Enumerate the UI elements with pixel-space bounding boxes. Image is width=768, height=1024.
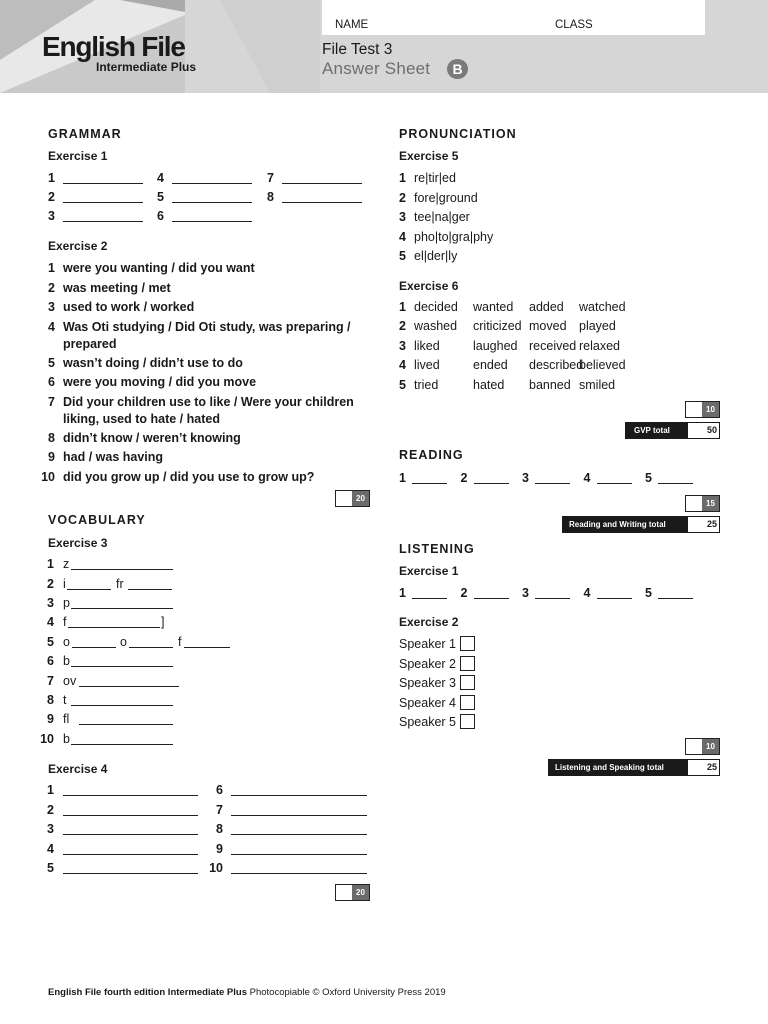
answer-number: 5 — [399, 249, 406, 263]
answer-number: 7 — [48, 394, 55, 409]
answer-number: 7 — [216, 803, 223, 817]
answer-blank[interactable] — [63, 854, 198, 855]
answer-blank[interactable] — [231, 795, 367, 796]
answer-blank[interactable] — [535, 483, 570, 484]
name-class-bar — [322, 0, 705, 35]
word-option[interactable]: decided — [414, 300, 458, 314]
answer-number: 4 — [48, 319, 55, 334]
answer-blank[interactable] — [172, 221, 252, 222]
answer-number: 4 — [583, 471, 591, 485]
answer-blank[interactable] — [129, 647, 173, 648]
word-option[interactable]: banned — [529, 377, 571, 392]
answer-blank[interactable] — [231, 834, 367, 835]
word-hint: b — [63, 654, 70, 668]
word-hint: f — [178, 635, 182, 649]
answer-number: 1 — [399, 586, 406, 600]
word-hint: ] — [161, 615, 165, 629]
answer-number: 4 — [157, 171, 164, 185]
word-option[interactable]: washed — [414, 319, 458, 334]
answer-number: 1 — [47, 557, 54, 571]
word-option[interactable]: watched — [579, 300, 626, 314]
answer-number: 4 — [399, 358, 406, 373]
answer-number: 4 — [47, 842, 54, 856]
word-option[interactable]: laughed — [473, 338, 518, 353]
word-option[interactable]: played — [579, 319, 616, 334]
answer-blank[interactable] — [658, 483, 693, 484]
answer-number: 5 — [47, 635, 54, 649]
score-max: 20 — [352, 885, 369, 900]
footer-copyright: Photocopiable © Oxford University Press 2019 — [249, 987, 446, 998]
total-label: GVP total — [634, 426, 670, 435]
listening-exercise1-heading: Exercise 1 — [399, 564, 459, 578]
word-option[interactable]: described — [529, 358, 584, 373]
word-option[interactable]: lived — [414, 358, 440, 373]
listening-score-box[interactable] — [685, 738, 720, 755]
answer-number: 1 — [399, 300, 406, 314]
word-option[interactable]: hated — [473, 377, 505, 392]
answer-text: Was Oti studying / Did Oti study, was preparing / — [63, 319, 351, 334]
answer-blank[interactable] — [172, 202, 252, 203]
exercise3-heading: Exercise 3 — [48, 536, 108, 550]
answer-number: 10 — [209, 861, 223, 875]
answer-number: 1 — [399, 471, 406, 485]
speaker-answer-box[interactable] — [460, 695, 475, 710]
answer-number: 3 — [48, 209, 55, 223]
answer-number: 7 — [267, 171, 274, 185]
answer-number: 1 — [399, 171, 406, 185]
answer-blank[interactable] — [71, 608, 173, 609]
total-value[interactable]: 25 — [687, 759, 720, 776]
page-header — [0, 0, 768, 93]
speaker-answer-box[interactable] — [460, 656, 475, 671]
answer-number: 10 — [41, 469, 55, 484]
listening-exercise2-heading: Exercise 2 — [399, 615, 459, 629]
answer-blank[interactable] — [72, 647, 116, 648]
answer-number: 2 — [399, 319, 406, 334]
exercise1-heading: Exercise 1 — [48, 149, 108, 163]
logo-title: English File — [42, 31, 185, 62]
word-option[interactable]: criticized — [473, 319, 522, 334]
answer-blank[interactable] — [412, 483, 447, 484]
word-hint: z — [63, 557, 70, 571]
answer-blank[interactable] — [63, 834, 198, 835]
answer-blank[interactable] — [79, 686, 179, 687]
answer-number: 9 — [47, 712, 54, 726]
answer-number: 2 — [399, 190, 406, 205]
answer-text: was meeting / met — [63, 280, 171, 295]
speaker-label: Speaker 4 — [399, 695, 456, 710]
exercise2-heading: Exercise 2 — [48, 239, 108, 253]
answer-number: 4 — [399, 229, 406, 244]
answer-blank[interactable] — [282, 183, 362, 184]
answer-text: did you grow up / did you use to grow up? — [63, 469, 315, 484]
answer-text: liking, used to hate / hated — [63, 411, 220, 426]
answer-text: didn’t know / weren’t knowing — [63, 430, 241, 445]
answer-blank[interactable] — [128, 589, 172, 590]
answer-number: 3 — [522, 586, 529, 600]
listening-heading: LISTENING — [399, 542, 475, 556]
name-label: NAME — [335, 19, 369, 31]
answer-blank[interactable] — [63, 183, 143, 184]
word-hint: fr — [116, 577, 124, 591]
word-option[interactable]: added — [529, 300, 564, 314]
answer-number: 5 — [645, 586, 652, 600]
word-hint: fl — [63, 712, 70, 726]
answer-number: 2 — [460, 471, 468, 485]
answer-text: prepared — [63, 336, 117, 351]
word-hint: t — [63, 693, 67, 707]
word-option[interactable]: wanted — [473, 300, 514, 314]
answer-number: 5 — [48, 355, 55, 370]
answer-number: 8 — [48, 430, 55, 445]
answer-blank[interactable] — [71, 569, 173, 570]
word-hint: i — [63, 577, 66, 591]
answer-blank[interactable] — [184, 647, 230, 648]
pronunciation-heading: PRONUNCIATION — [399, 127, 517, 141]
vocabulary-heading: VOCABULARY — [48, 513, 146, 527]
answer-blank[interactable] — [412, 598, 447, 599]
answer-blank[interactable] — [597, 483, 632, 484]
answer-blank[interactable] — [63, 202, 143, 203]
answer-number: 4 — [583, 586, 591, 600]
answer-blank[interactable] — [63, 795, 198, 796]
sheet-title: Answer Sheet — [322, 59, 431, 78]
answer-number: 8 — [216, 822, 223, 836]
answer-number: 8 — [47, 693, 54, 707]
answer-number: 6 — [216, 783, 223, 797]
gvp-total-bar — [625, 422, 720, 439]
answer-blank[interactable] — [172, 183, 252, 184]
answer-number: 5 — [399, 377, 406, 392]
answer-number: 6 — [47, 654, 54, 668]
footer-edition: English File fourth edition Intermediate Plus — [48, 987, 247, 998]
version-badge: B — [447, 59, 468, 79]
answer-blank[interactable] — [535, 598, 570, 599]
answer-blank[interactable] — [71, 666, 173, 667]
answer-number: 3 — [47, 822, 54, 836]
answer-blank[interactable] — [63, 221, 143, 222]
vocabulary-score-box[interactable] — [335, 884, 370, 901]
reading-score-box[interactable] — [685, 495, 720, 512]
answer-number: 9 — [48, 450, 55, 464]
exercise5-heading: Exercise 5 — [399, 149, 459, 163]
word-hint: b — [63, 732, 70, 746]
answer-number: 3 — [47, 596, 54, 610]
reading-writing-total-bar — [562, 516, 720, 533]
answer-number: 6 — [157, 209, 164, 223]
answer-text: wasn’t doing / didn’t use to do — [63, 355, 243, 370]
answer-blank[interactable] — [474, 598, 509, 599]
answer-number: 3 — [399, 210, 406, 224]
class-label: CLASS — [555, 19, 593, 31]
word-syllables[interactable]: fore|ground — [414, 190, 478, 205]
word-option[interactable]: relaxed — [579, 338, 620, 353]
score-max: 15 — [702, 496, 719, 511]
word-option[interactable]: tried — [414, 377, 439, 392]
answer-number: 6 — [48, 375, 55, 389]
answer-number: 2 — [47, 577, 54, 591]
answer-number: 1 — [47, 783, 54, 797]
answer-blank[interactable] — [63, 815, 198, 816]
grammar-heading: GRAMMAR — [48, 127, 122, 141]
listening-speaking-total-bar — [548, 759, 720, 776]
speaker-label: Speaker 5 — [399, 715, 456, 729]
answer-blank[interactable] — [282, 202, 362, 203]
word-syllables[interactable]: tee|na|ger — [414, 210, 470, 224]
pronunciation-score-box[interactable] — [685, 401, 720, 418]
speaker-label: Speaker 2 — [399, 656, 456, 671]
speaker-answer-box[interactable] — [460, 714, 475, 729]
total-label: Listening and Speaking total — [555, 763, 664, 772]
answer-number: 3 — [522, 471, 529, 485]
answer-number: 9 — [216, 842, 223, 856]
exercise6-heading: Exercise 6 — [399, 279, 459, 293]
answer-text: Did your children use to like / Were your children — [63, 394, 354, 409]
word-option[interactable]: moved — [529, 319, 567, 334]
answer-text: used to work / worked — [63, 300, 195, 314]
total-value[interactable]: 25 — [687, 516, 720, 533]
answer-number: 8 — [267, 190, 274, 204]
word-hint: o — [63, 635, 70, 649]
total-value[interactable]: 50 — [687, 422, 720, 439]
answer-number: 2 — [48, 280, 55, 295]
word-syllables[interactable]: pho|to|gra|phy — [414, 229, 494, 244]
score-max: 20 — [352, 491, 369, 506]
score-max: 10 — [702, 402, 719, 417]
answer-number: 2 — [460, 586, 468, 600]
answer-blank[interactable] — [67, 589, 111, 590]
total-label: Reading and Writing total — [569, 520, 666, 529]
word-syllables[interactable]: re|tir|ed — [414, 171, 456, 185]
answer-number: 5 — [47, 861, 54, 875]
word-hint: ov — [63, 674, 77, 688]
word-hint: p — [63, 596, 70, 610]
word-option[interactable]: liked — [414, 338, 440, 353]
word-option[interactable]: believed — [579, 358, 626, 373]
answer-number: 5 — [157, 190, 164, 204]
grammar-score-box[interactable] — [335, 490, 370, 507]
word-option[interactable]: smiled — [579, 377, 616, 392]
answer-blank[interactable] — [231, 815, 367, 816]
answer-blank[interactable] — [68, 627, 160, 628]
word-option[interactable]: ended — [473, 358, 508, 373]
answer-blank[interactable] — [658, 598, 693, 599]
answer-blank[interactable] — [231, 873, 367, 874]
answer-number: 3 — [399, 338, 406, 353]
answer-text: were you moving / did you move — [63, 375, 257, 389]
answer-number: 7 — [47, 674, 54, 688]
answer-blank[interactable] — [231, 854, 367, 855]
speaker-label: Speaker 1 — [399, 637, 456, 651]
word-hint: o — [120, 635, 127, 649]
answer-number: 2 — [48, 190, 55, 204]
word-hint: f — [63, 615, 67, 629]
answer-blank[interactable] — [79, 724, 173, 725]
word-syllables[interactable]: el|der|ly — [414, 249, 458, 263]
word-option[interactable]: received — [529, 338, 577, 353]
reading-heading: READING — [399, 448, 464, 462]
logo-subtitle: Intermediate Plus — [96, 60, 197, 74]
answer-number: 1 — [48, 261, 55, 275]
answer-blank[interactable] — [71, 705, 173, 706]
speaker-answer-box[interactable] — [460, 675, 475, 690]
exercise4-heading: Exercise 4 — [48, 762, 108, 776]
test-title: File Test 3 — [322, 41, 393, 58]
answer-number: 3 — [48, 300, 55, 314]
score-max: 10 — [702, 739, 719, 754]
speaker-label: Speaker 3 — [399, 676, 456, 690]
footer — [48, 987, 446, 998]
answer-number: 5 — [645, 471, 652, 485]
answer-number: 1 — [48, 171, 55, 185]
answer-number: 10 — [40, 732, 54, 746]
answer-number: 2 — [47, 803, 54, 817]
answer-blank[interactable] — [474, 483, 509, 484]
answer-blank[interactable] — [71, 744, 173, 745]
speaker-answer-box[interactable] — [460, 636, 475, 651]
answer-text: were you wanting / did you want — [63, 261, 255, 275]
answer-blank[interactable] — [597, 598, 632, 599]
answer-number: 4 — [47, 615, 54, 629]
answer-blank[interactable] — [63, 873, 198, 874]
answer-text: had / was having — [63, 450, 164, 464]
